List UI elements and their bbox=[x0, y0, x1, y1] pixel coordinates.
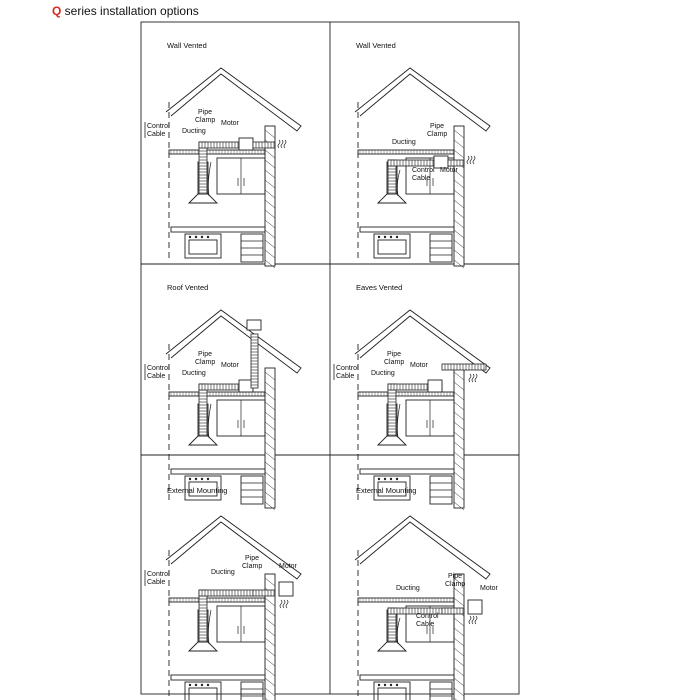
rangehood-canopy bbox=[189, 194, 217, 203]
oven-knob bbox=[390, 236, 392, 238]
oven-knob bbox=[195, 478, 197, 480]
horizontal-ducting bbox=[199, 590, 253, 596]
label-motor: Motor bbox=[279, 563, 297, 570]
label-control: Control bbox=[336, 365, 359, 372]
oven-knob bbox=[207, 236, 209, 238]
motor-box bbox=[428, 380, 442, 392]
oven-knob bbox=[396, 684, 398, 686]
roof-ducting bbox=[251, 334, 258, 388]
oven-knob bbox=[378, 684, 380, 686]
benchtop bbox=[360, 469, 454, 474]
oven-knob bbox=[390, 684, 392, 686]
label-pipe: Pipe bbox=[245, 555, 260, 562]
exhaust-vent bbox=[469, 616, 477, 624]
exhaust-vent bbox=[280, 600, 288, 608]
label-clamp: Clamp bbox=[242, 563, 263, 570]
wall-exit-ducting bbox=[448, 160, 464, 166]
vertical-ducting bbox=[388, 384, 396, 436]
exhaust-vent-line bbox=[278, 140, 280, 148]
label-cable: Cable bbox=[416, 621, 435, 628]
control-cable-line bbox=[208, 610, 211, 644]
panel-title: Eaves Vented bbox=[356, 283, 403, 292]
title-series-letter: Q bbox=[52, 4, 62, 18]
exhaust-vent-line bbox=[475, 616, 477, 624]
oven-knob bbox=[396, 478, 398, 480]
eaves-ducting bbox=[442, 364, 486, 370]
exhaust-vent bbox=[469, 374, 477, 382]
label-pipe: Pipe bbox=[430, 123, 445, 130]
control-cable-line bbox=[397, 404, 400, 438]
roof-cowl bbox=[247, 320, 261, 330]
roof bbox=[355, 516, 490, 579]
label-ducting: Ducting bbox=[182, 370, 206, 377]
exhaust-vent bbox=[467, 156, 475, 164]
oven-knob bbox=[201, 684, 203, 686]
vertical-ducting-outline bbox=[199, 590, 207, 642]
oven-knob bbox=[396, 236, 398, 238]
panel-wall-ceiling bbox=[145, 41, 301, 268]
oven-knob bbox=[195, 684, 197, 686]
label-cable: Cable bbox=[336, 373, 355, 380]
vertical-ducting bbox=[199, 142, 207, 194]
ceiling bbox=[358, 598, 454, 602]
wall-exit-ducting bbox=[442, 608, 464, 614]
oven-knob bbox=[384, 236, 386, 238]
exhaust-vent-line bbox=[470, 156, 472, 164]
label-clamp: Clamp bbox=[384, 359, 405, 366]
panel-external-ceiling bbox=[145, 486, 301, 700]
eaves-ducting-outline bbox=[442, 364, 486, 370]
motor-box bbox=[239, 138, 253, 150]
exhaust-vent-line bbox=[283, 600, 285, 608]
roof bbox=[355, 68, 490, 131]
label-ducting: Ducting bbox=[182, 128, 206, 135]
label-ducting: Ducting bbox=[392, 139, 416, 146]
label-clamp: Clamp bbox=[445, 581, 466, 588]
benchtop bbox=[360, 227, 454, 232]
label-pipe: Pipe bbox=[448, 573, 463, 580]
vertical-ducting bbox=[199, 384, 207, 436]
oven-knob bbox=[201, 478, 203, 480]
panel-eaves bbox=[334, 283, 490, 510]
label-cable: Cable bbox=[412, 175, 431, 182]
oven-knob bbox=[378, 236, 380, 238]
wall-exit-ducting bbox=[253, 142, 275, 148]
label-clamp: Clamp bbox=[195, 117, 216, 124]
rangehood-canopy bbox=[189, 642, 217, 651]
wall-exit-ducting bbox=[253, 590, 275, 596]
label-motor: Motor bbox=[221, 362, 239, 369]
title-text: series installation options bbox=[61, 4, 199, 18]
label-cable: Cable bbox=[147, 131, 166, 138]
panel-title: Wall Vented bbox=[167, 41, 207, 50]
oven-knob bbox=[189, 478, 191, 480]
oven-knob bbox=[201, 236, 203, 238]
right-wall bbox=[454, 574, 464, 700]
ceiling bbox=[358, 392, 454, 396]
oven-knob bbox=[207, 478, 209, 480]
label-motor: Motor bbox=[480, 585, 498, 592]
rangehood-canopy bbox=[378, 642, 406, 651]
exhaust-vent-line bbox=[475, 374, 477, 382]
rangehood-canopy bbox=[378, 436, 406, 445]
ceiling bbox=[169, 598, 265, 602]
label-ducting: Ducting bbox=[211, 569, 235, 576]
vertical-ducting-outline bbox=[199, 142, 207, 194]
label-pipe: Pipe bbox=[387, 351, 402, 358]
benchtop bbox=[360, 675, 454, 680]
exhaust-vent bbox=[278, 140, 286, 148]
benchtop bbox=[171, 469, 265, 474]
oven-window bbox=[189, 240, 217, 254]
ceiling bbox=[169, 150, 265, 154]
rangehood-canopy bbox=[378, 194, 406, 203]
label-cable: Cable bbox=[147, 373, 166, 380]
exhaust-vent-line bbox=[467, 156, 469, 164]
label-control: Control bbox=[147, 365, 170, 372]
exhaust-vent-line bbox=[280, 600, 282, 608]
control-cable-line bbox=[397, 170, 400, 196]
ceiling bbox=[358, 150, 454, 154]
panel-title: External Mounting bbox=[356, 486, 417, 495]
drawer-stack bbox=[430, 682, 452, 700]
oven-knob bbox=[189, 684, 191, 686]
benchtop bbox=[171, 675, 265, 680]
panel-external-below bbox=[355, 486, 499, 700]
panel-title: External Mounting bbox=[167, 486, 228, 495]
panel-roof bbox=[145, 283, 301, 510]
wall-exit-ducting-outline bbox=[448, 160, 464, 166]
label-control: Control bbox=[412, 167, 435, 174]
exhaust-vent-line bbox=[281, 140, 283, 148]
panels bbox=[145, 41, 499, 700]
exhaust-vent-line bbox=[469, 374, 471, 382]
oven-knob bbox=[207, 684, 209, 686]
oven-knob bbox=[378, 478, 380, 480]
label-ducting: Ducting bbox=[396, 585, 420, 592]
control-cable-line bbox=[397, 618, 400, 644]
label-ducting: Ducting bbox=[371, 370, 395, 377]
label-motor: Motor bbox=[410, 362, 428, 369]
vertical-ducting-outline bbox=[199, 384, 207, 436]
exhaust-vent-line bbox=[472, 374, 474, 382]
label-control: Control bbox=[416, 613, 439, 620]
oven-knob bbox=[384, 684, 386, 686]
external-motor bbox=[279, 582, 293, 596]
panel-wall-below bbox=[355, 41, 490, 268]
ceiling bbox=[169, 392, 265, 396]
external-motor bbox=[468, 600, 482, 614]
exhaust-vent-line bbox=[473, 156, 475, 164]
oven-knob bbox=[189, 236, 191, 238]
label-clamp: Clamp bbox=[195, 359, 216, 366]
label-motor: Motor bbox=[221, 120, 239, 127]
label-clamp: Clamp bbox=[427, 131, 448, 138]
oven-knob bbox=[390, 478, 392, 480]
exhaust-vent-line bbox=[286, 600, 288, 608]
benchtop bbox=[171, 227, 265, 232]
exhaust-vent-line bbox=[469, 616, 471, 624]
exhaust-vent-line bbox=[472, 616, 474, 624]
oven-knob bbox=[195, 236, 197, 238]
vertical-ducting-outline bbox=[388, 384, 396, 436]
rangehood-canopy bbox=[189, 436, 217, 445]
control-cable-line bbox=[208, 162, 211, 196]
exhaust-vent-line bbox=[284, 140, 286, 148]
oven-window bbox=[378, 240, 406, 254]
vertical-ducting bbox=[199, 590, 207, 642]
label-pipe: Pipe bbox=[198, 109, 213, 116]
drawer-stack bbox=[241, 682, 263, 700]
label-control: Control bbox=[147, 123, 170, 130]
label-control: Control bbox=[147, 571, 170, 578]
label-cable: Cable bbox=[147, 579, 166, 586]
label-motor: Motor bbox=[440, 167, 458, 174]
panel-title: Wall Vented bbox=[356, 41, 396, 50]
oven-knob bbox=[384, 478, 386, 480]
panel-title: Roof Vented bbox=[167, 283, 209, 292]
control-cable-line bbox=[208, 404, 211, 438]
label-pipe: Pipe bbox=[198, 351, 213, 358]
